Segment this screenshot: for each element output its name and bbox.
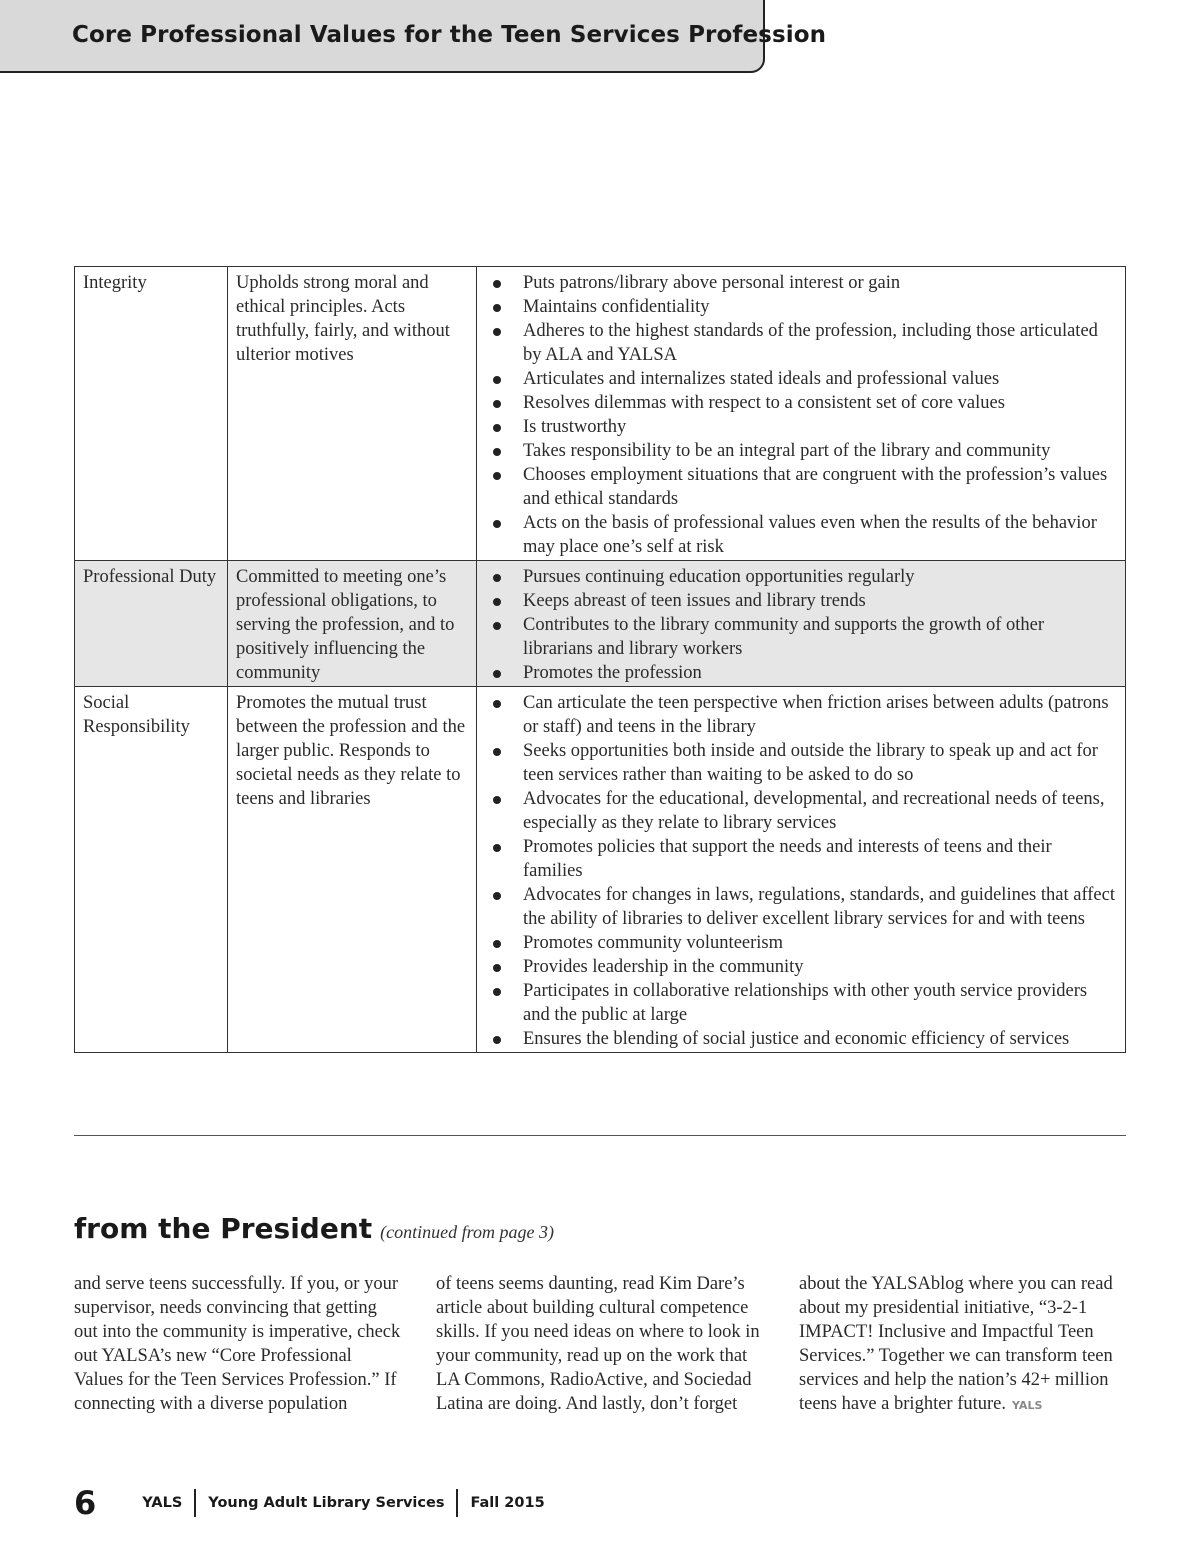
value-behaviors	[477, 561, 1126, 687]
list-item: Ensures the blending of social justice and economic efficiency of services	[485, 1027, 1115, 1051]
bullet-list	[485, 691, 1115, 1051]
list-item: Can articulate the teen perspective when friction arises between adults (patrons or staff) and teens in the library	[485, 691, 1115, 739]
list-item: Adheres to the highest standards of the profession, including those articulated by ALA and YALSA	[485, 319, 1115, 367]
value-name: Social Responsibility	[75, 687, 228, 1053]
list-item: Chooses employment situations that are congruent with the profession’s values and ethical standards	[485, 463, 1115, 511]
bullet-icon	[493, 1036, 501, 1044]
list-item: Keeps abreast of teen issues and library trends	[485, 589, 1115, 613]
bullet-icon	[493, 700, 501, 708]
value-definition: Promotes the mutual trust between the profession and the larger public. Responds to societal needs as they relate to teens and libraries	[228, 687, 477, 1053]
value-definition: Committed to meeting one’s professional obligations, to serving the profession, and to positively influencing the community	[228, 561, 477, 687]
bullet-icon	[493, 400, 501, 408]
bullet-icon	[493, 844, 501, 852]
text-column-2	[436, 1272, 766, 1416]
bullet-icon	[493, 670, 501, 678]
issue-label: Fall 2015	[470, 1495, 545, 1511]
bullet-icon	[493, 424, 501, 432]
list-item: Participates in collaborative relationships with other youth service providers and the public at large	[485, 979, 1115, 1027]
bullet-list	[485, 271, 1115, 559]
bullet-icon	[493, 328, 501, 336]
list-item: Promotes community volunteerism	[485, 931, 1115, 955]
list-item: Contributes to the library community and supports the growth of other librarians and library workers	[485, 613, 1115, 661]
list-item: Acts on the basis of professional values even when the results of the behavior may place one’s self at risk	[485, 511, 1115, 559]
bullet-icon	[493, 448, 501, 456]
page-title: Core Professional Values for the Teen Services Profession	[72, 22, 827, 48]
journal-name: Young Adult Library Services	[208, 1495, 445, 1511]
bullet-icon	[493, 574, 501, 582]
footer-separator	[194, 1489, 196, 1517]
paragraph: of teens seems daunting, read Kim Dare’s article about building cultural competence skills. If you need ideas on where to look in your community, read up on the work that LA Commons, RadioActive, and Sociedad Latina are doing. And lastly, don’t forget	[436, 1274, 760, 1414]
bullet-icon	[493, 472, 501, 480]
list-item: Promotes the profession	[485, 661, 1115, 685]
bullet-icon	[493, 940, 501, 948]
list-item: Seeks opportunities both inside and outside the library to speak up and act for teen services rather than waiting to be asked to do so	[485, 739, 1115, 787]
bullet-icon	[493, 598, 501, 606]
bullet-icon	[493, 892, 501, 900]
section-divider	[74, 1135, 1126, 1136]
list-item: Promotes policies that support the needs and interests of teens and their families	[485, 835, 1115, 883]
list-item: Articulates and internalizes stated ideals and professional values	[485, 367, 1115, 391]
footer-separator	[456, 1489, 458, 1517]
table-row	[75, 687, 1126, 1053]
paragraph: about the YALSAblog where you can read about my presidential initiative, “3-2-1 IMPACT! Inclusive and Impactful Teen Services.” Together we can transform teen services and help the nation’s 42+ million teens have a brighter future. YALS	[799, 1274, 1113, 1414]
president-heading	[74, 1212, 554, 1245]
bullet-icon	[493, 748, 501, 756]
paragraph: and serve teens successfully. If you, or your supervisor, needs convincing that getting out into the community is imperative, check out YALSA’s new “Core Professional Values for the Teen Services Profession.” If connecting with a diverse population	[74, 1274, 401, 1414]
journal-abbr: YALS	[142, 1495, 183, 1511]
core-values-table	[74, 266, 1126, 1053]
list-item: Is trustworthy	[485, 415, 1115, 439]
bullet-list	[485, 565, 1115, 685]
bullet-icon	[493, 520, 501, 528]
list-item: Advocates for the educational, developmental, and recreational needs of teens, especially as they relate to library services	[485, 787, 1115, 835]
table-row	[75, 267, 1126, 561]
list-item: Advocates for changes in laws, regulations, standards, and guidelines that affect the ability of libraries to deliver excellent library services for and with teens	[485, 883, 1115, 931]
list-item: Maintains confidentiality	[485, 295, 1115, 319]
page-number: 6	[74, 1484, 97, 1522]
section-title: from the President	[74, 1212, 373, 1245]
text-column-3	[799, 1272, 1129, 1418]
list-item: Takes responsibility to be an integral part of the library and community	[485, 439, 1115, 463]
end-mark: YALS	[1012, 1399, 1043, 1412]
bullet-icon	[493, 376, 501, 384]
list-item: Puts patrons/library above personal interest or gain	[485, 271, 1115, 295]
text-column-1	[74, 1272, 404, 1416]
bullet-icon	[493, 988, 501, 996]
table-row	[75, 561, 1126, 687]
value-definition: Upholds strong moral and ethical principles. Acts truthfully, fairly, and without ulterior motives	[228, 267, 477, 561]
bullet-icon	[493, 622, 501, 630]
list-item: Resolves dilemmas with respect to a consistent set of core values	[485, 391, 1115, 415]
list-item: Pursues continuing education opportunities regularly	[485, 565, 1115, 589]
value-behaviors	[477, 267, 1126, 561]
value-behaviors	[477, 687, 1126, 1053]
bullet-icon	[493, 280, 501, 288]
bullet-icon	[493, 796, 501, 804]
value-name: Integrity	[75, 267, 228, 561]
bullet-icon	[493, 304, 501, 312]
continued-note: (continued from page 3)	[380, 1222, 554, 1242]
value-name: Professional Duty	[75, 561, 228, 687]
list-item: Provides leadership in the community	[485, 955, 1115, 979]
bullet-icon	[493, 964, 501, 972]
page-footer	[74, 1484, 545, 1522]
